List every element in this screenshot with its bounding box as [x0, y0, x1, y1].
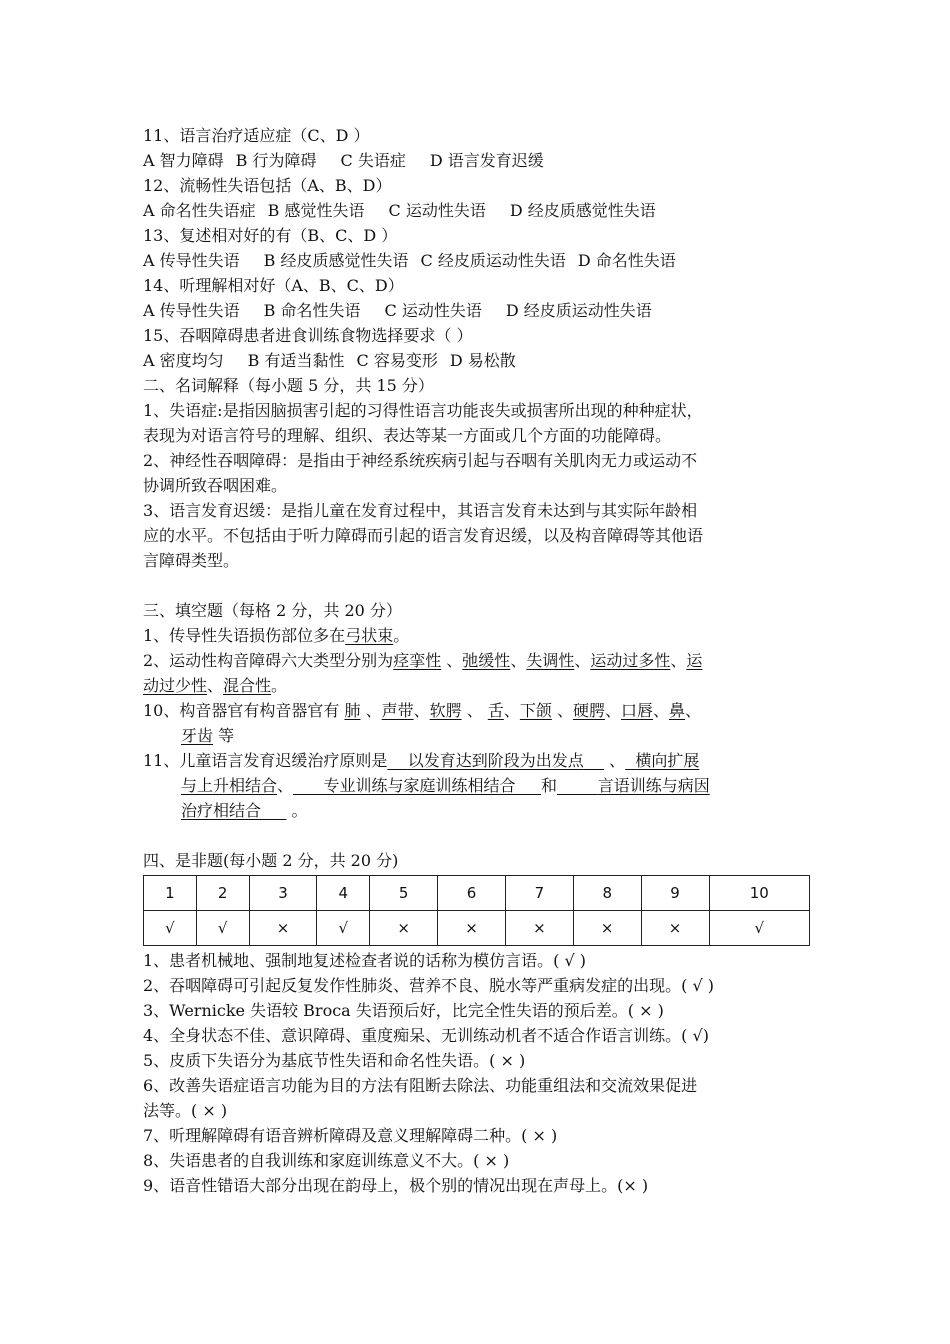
option: B 经皮质感觉性失语 [263, 251, 409, 270]
definition-2-line-2: 协调所致吞咽困难。 [143, 476, 288, 495]
table-answer-row [144, 911, 810, 946]
section-2-title: 二、名词解释（每小题 5 分，共 15 分） [143, 376, 434, 395]
answer-text: 治疗相结合 [181, 801, 262, 820]
definition-1-line-1: 1、失语症:是指因脑损害引起的习得性语言功能丧失或损害所出现的种种症状， [143, 401, 703, 420]
answer-blank: 声带 [381, 701, 414, 720]
answer-blank: 与上升相结合 [181, 776, 278, 795]
answer-blank [181, 801, 286, 820]
table-header-row [144, 876, 810, 911]
tf-item-2: 2、吞咽障碍可引起反复发作性肺炎、营养不良、脱水等严重病发症的出现。( √ ) [143, 976, 715, 995]
tf-item-6-cont: 法等。( × ) [143, 1101, 228, 1120]
table-cell: × [370, 911, 438, 946]
table-cell: 2 [196, 876, 249, 911]
question-text: 等 [218, 726, 235, 745]
definition-3-line-2: 应的水平。不包括由于听力障碍而引起的语言发育迟缓，以及构音障碍等其他语 [143, 526, 704, 545]
fill-question-10: 10、构音器官有构音器官有 肺 、声带、软腭 、 舌、下颌 、硬腭、口唇、鼻、 [143, 701, 702, 720]
answer-blank: 软腭 [429, 701, 462, 720]
section-4-title: 四、是非题(每小题 2 分，共 20 分) [143, 851, 399, 870]
exam-page [143, 123, 823, 1198]
punct: 。 [271, 676, 288, 695]
option: D 经皮质感觉性失语 [509, 201, 656, 220]
definition-2-line-1: 2、神经性吞咽障碍：是指由于神经系统疾病引起与吞咽有关肌肉无力或运动不 [143, 451, 698, 470]
question-text: 2、运动性构音障碍六大类型分别为 [143, 651, 394, 670]
answer-blank [293, 776, 541, 795]
tf-item-7: 7、听理解障碍有语音辨析障碍及意义理解障碍二种。( × ) [143, 1126, 558, 1145]
answer-blank [387, 751, 604, 770]
mc-options-13 [143, 248, 823, 273]
fill-question-11-cont-2 [143, 798, 823, 823]
definition-1-line-2: 表现为对语言符号的理解、组织、表达等某一方面或几个方面的功能障碍。 [143, 426, 672, 445]
mc-question-13: 13、复述相对好的有（B、C、D ） [143, 226, 398, 245]
punct: 。 [393, 626, 410, 645]
answer-blank: 下颌 [519, 701, 552, 720]
answer-text: 言语训练与病因 [597, 776, 710, 795]
fill-question-2-cont: 动过少性、混合性。 [143, 676, 288, 695]
table-cell: × [505, 911, 573, 946]
answer-text: 横向扩展 [635, 751, 700, 770]
option: C 经皮质运动性失语 [420, 251, 566, 270]
tf-item-8: 8、失语患者的自我训练和家庭训练意义不大。( × ) [143, 1151, 510, 1170]
table-cell: 1 [144, 876, 197, 911]
option: C 容易变形 [356, 351, 438, 370]
table-cell: × [573, 911, 641, 946]
table-cell: 6 [438, 876, 506, 911]
mc-question-11: 11、语言治疗适应症（C、D ） [143, 126, 370, 145]
answer-blank: 弛缓性 [462, 651, 511, 670]
option: C 运动性失语 [388, 201, 486, 220]
table-cell: √ [317, 911, 370, 946]
option: B 感觉性失语 [267, 201, 365, 220]
table-cell: 9 [641, 876, 709, 911]
fill-question-2: 2、运动性构音障碍六大类型分别为痉挛性 、弛缓性、失调性、运动过多性、运 [143, 651, 703, 670]
table-cell: √ [709, 911, 810, 946]
mc-options-15 [143, 348, 823, 373]
tf-item-9: 9、语音性错语大部分出现在韵母上，极个别的情况出现在声母上。(× ) [143, 1176, 649, 1195]
fill-question-1 [143, 623, 823, 648]
question-text: 10、构音器官有构音器官有 [143, 701, 340, 720]
option: C 运动性失语 [384, 301, 482, 320]
option: B 有适当黏性 [247, 351, 345, 370]
mc-question-15: 15、吞咽障碍患者进食训练食物选择要求（ ） [143, 326, 473, 345]
answer-blank [625, 751, 699, 770]
answer-blank: 舌 [487, 701, 504, 720]
option: D 语言发育迟缓 [429, 151, 544, 170]
answer-blank: 混合性 [223, 676, 272, 695]
question-text: 1、传导性失语损伤部位多在 [143, 626, 346, 645]
mc-options-12 [143, 198, 823, 223]
answer-blank: 弓状束 [345, 626, 394, 645]
question-text: 11、儿童语言发育迟缓治疗原则是 [143, 751, 388, 770]
table-cell: 8 [573, 876, 641, 911]
mc-question-12: 12、流畅性失语包括（A、B、D） [143, 176, 392, 195]
answer-blank: 鼻 [669, 701, 686, 720]
tf-item-3: 3、Wernicke 失语较 Broca 失语预后好，比完全性失语的预后差。( × ) [143, 1001, 664, 1020]
mc-options-11 [143, 148, 823, 173]
option: A 智力障碍 [143, 151, 224, 170]
answer-blank: 动过少性 [143, 676, 208, 695]
answer-blank [557, 776, 710, 795]
option: A 命名性失语症 [143, 201, 256, 220]
option: A 传导性失语 [143, 251, 240, 270]
fill-question-11: 11、儿童语言发育迟缓治疗原则是 以发育达到阶段为出发点 、 横向扩展 [143, 751, 700, 770]
definition-3-line-3: 言障碍类型。 [143, 551, 240, 570]
option: B 命名性失语 [263, 301, 361, 320]
option: D 易松散 [449, 351, 516, 370]
answer-blank: 肺 [344, 701, 361, 720]
table-cell: 4 [317, 876, 370, 911]
tf-item-1: 1、患者机械地、强制地复述检查者说的话称为模仿言语。( √ ) [143, 951, 587, 970]
answer-blank: 痉挛性 [393, 651, 442, 670]
option: D 经皮质运动性失语 [505, 301, 652, 320]
table-cell: √ [196, 911, 249, 946]
fill-question-11-cont-1: 与上升相结合、 专业训练与家庭训练相结合 和 言语训练与病因 [181, 776, 710, 795]
mc-options-14 [143, 298, 823, 323]
table-cell: 3 [249, 876, 317, 911]
table-cell: × [249, 911, 317, 946]
table-cell: 5 [370, 876, 438, 911]
answer-blank: 失调性 [526, 651, 575, 670]
answer-blank: 硬腭 [572, 701, 605, 720]
option: B 行为障碍 [235, 151, 317, 170]
tf-item-5: 5、皮质下失语分为基底节性失语和命名性失语。( × ) [143, 1051, 526, 1070]
option: A 传导性失语 [143, 301, 240, 320]
answer-text: 专业训练与家庭训练相结合 [323, 776, 516, 795]
option: C 失语症 [340, 151, 406, 170]
answer-blank: 牙齿 [181, 726, 214, 745]
table-cell: 10 [709, 876, 810, 911]
answer-text: 以发育达到阶段为出发点 [407, 751, 584, 770]
fill-question-10-cont [143, 723, 823, 748]
true-false-table [143, 875, 810, 946]
option: D 命名性失语 [577, 251, 676, 270]
table-cell: 7 [505, 876, 573, 911]
option: A 密度均匀 [143, 351, 224, 370]
section-3-title: 三、填空题（每格 2 分，共 20 分） [143, 601, 402, 620]
answer-blank: 运动过多性 [590, 651, 671, 670]
punct: 。 [291, 801, 308, 820]
table-cell: × [438, 911, 506, 946]
question-text: 和 [541, 776, 558, 795]
mc-question-14: 14、听理解相对好（A、B、C、D） [143, 276, 404, 295]
answer-blank: 运 [686, 651, 703, 670]
table-cell: √ [144, 911, 197, 946]
definition-3-line-1: 3、语言发育迟缓：是指儿童在发育过程中，其语言发育未达到与其实际年龄相 [143, 501, 698, 520]
table-cell: × [641, 911, 709, 946]
tf-item-4: 4、全身状态不佳、意识障碍、重度痴呆、无训练动机者不适合作语言训练。( √) [143, 1026, 709, 1045]
answer-blank: 口唇 [620, 701, 653, 720]
tf-item-6: 6、改善失语症语言功能为目的方法有阻断去除法、功能重组法和交流效果促进 [143, 1076, 698, 1095]
